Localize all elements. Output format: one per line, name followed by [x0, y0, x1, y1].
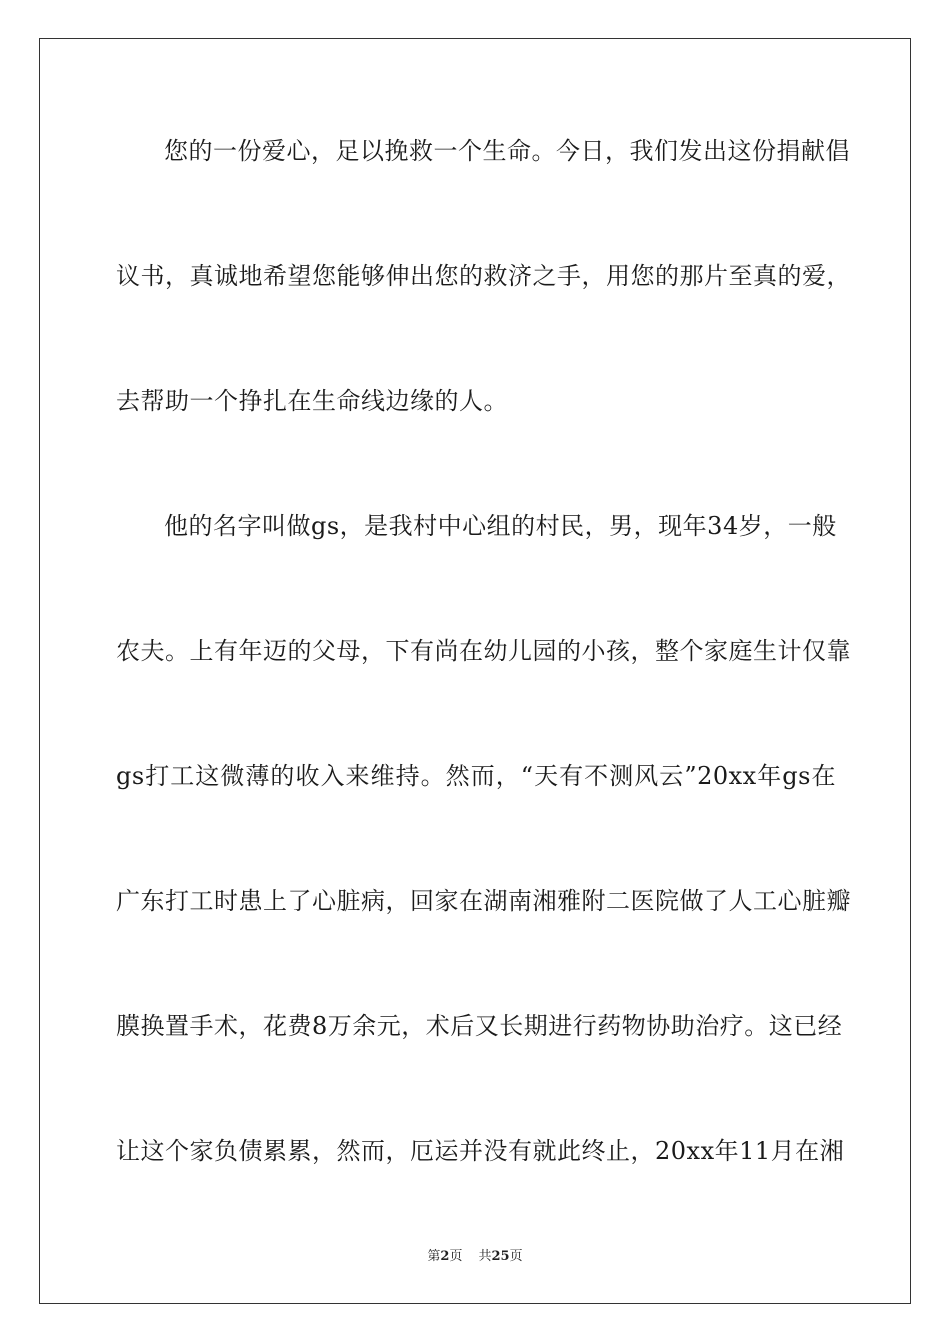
text-line-5: 农夫。上有年迈的父母，下有尚在幼儿园的小孩，整个家庭生计仅靠 — [116, 637, 851, 665]
total-page-count: 25 — [491, 1249, 510, 1264]
text-line-6: gs打工这微薄的收入来维持。然而，“天有不测风云”20xx年gs在 — [116, 762, 836, 790]
total-prefix: 共 — [478, 1249, 492, 1264]
page-border — [39, 38, 911, 1304]
total-suffix: 页 — [509, 1249, 523, 1264]
page-suffix: 页 — [449, 1249, 463, 1264]
text-line-3: 去帮助一个挣扎在生命线边缘的人。 — [116, 387, 508, 415]
page-prefix: 第 — [427, 1249, 441, 1264]
text-line-8: 膜换置手术，花费8万余元，术后又长期进行药物协助治疗。这已经 — [116, 1012, 843, 1040]
text-line-1: 您的一份爱心，足以挽救一个生命。今日，我们发出这份捐献倡 — [164, 137, 850, 165]
text-line-7: 广东打工时患上了心脏病，回家在湖南湘雅附二医院做了人工心脏瓣 — [116, 887, 851, 915]
page-footer — [0, 1248, 950, 1266]
current-page-number: 2 — [440, 1249, 450, 1264]
text-line-9: 让这个家负债累累，然而，厄运并没有就此终止，20xx年11月在湘 — [116, 1137, 845, 1165]
text-line-4: 他的名字叫做gs，是我村中心组的村民，男，现年34岁，一般 — [164, 512, 837, 540]
text-line-2: 议书，真诚地希望您能够伸出您的救济之手，用您的那片至真的爱， — [116, 262, 851, 290]
